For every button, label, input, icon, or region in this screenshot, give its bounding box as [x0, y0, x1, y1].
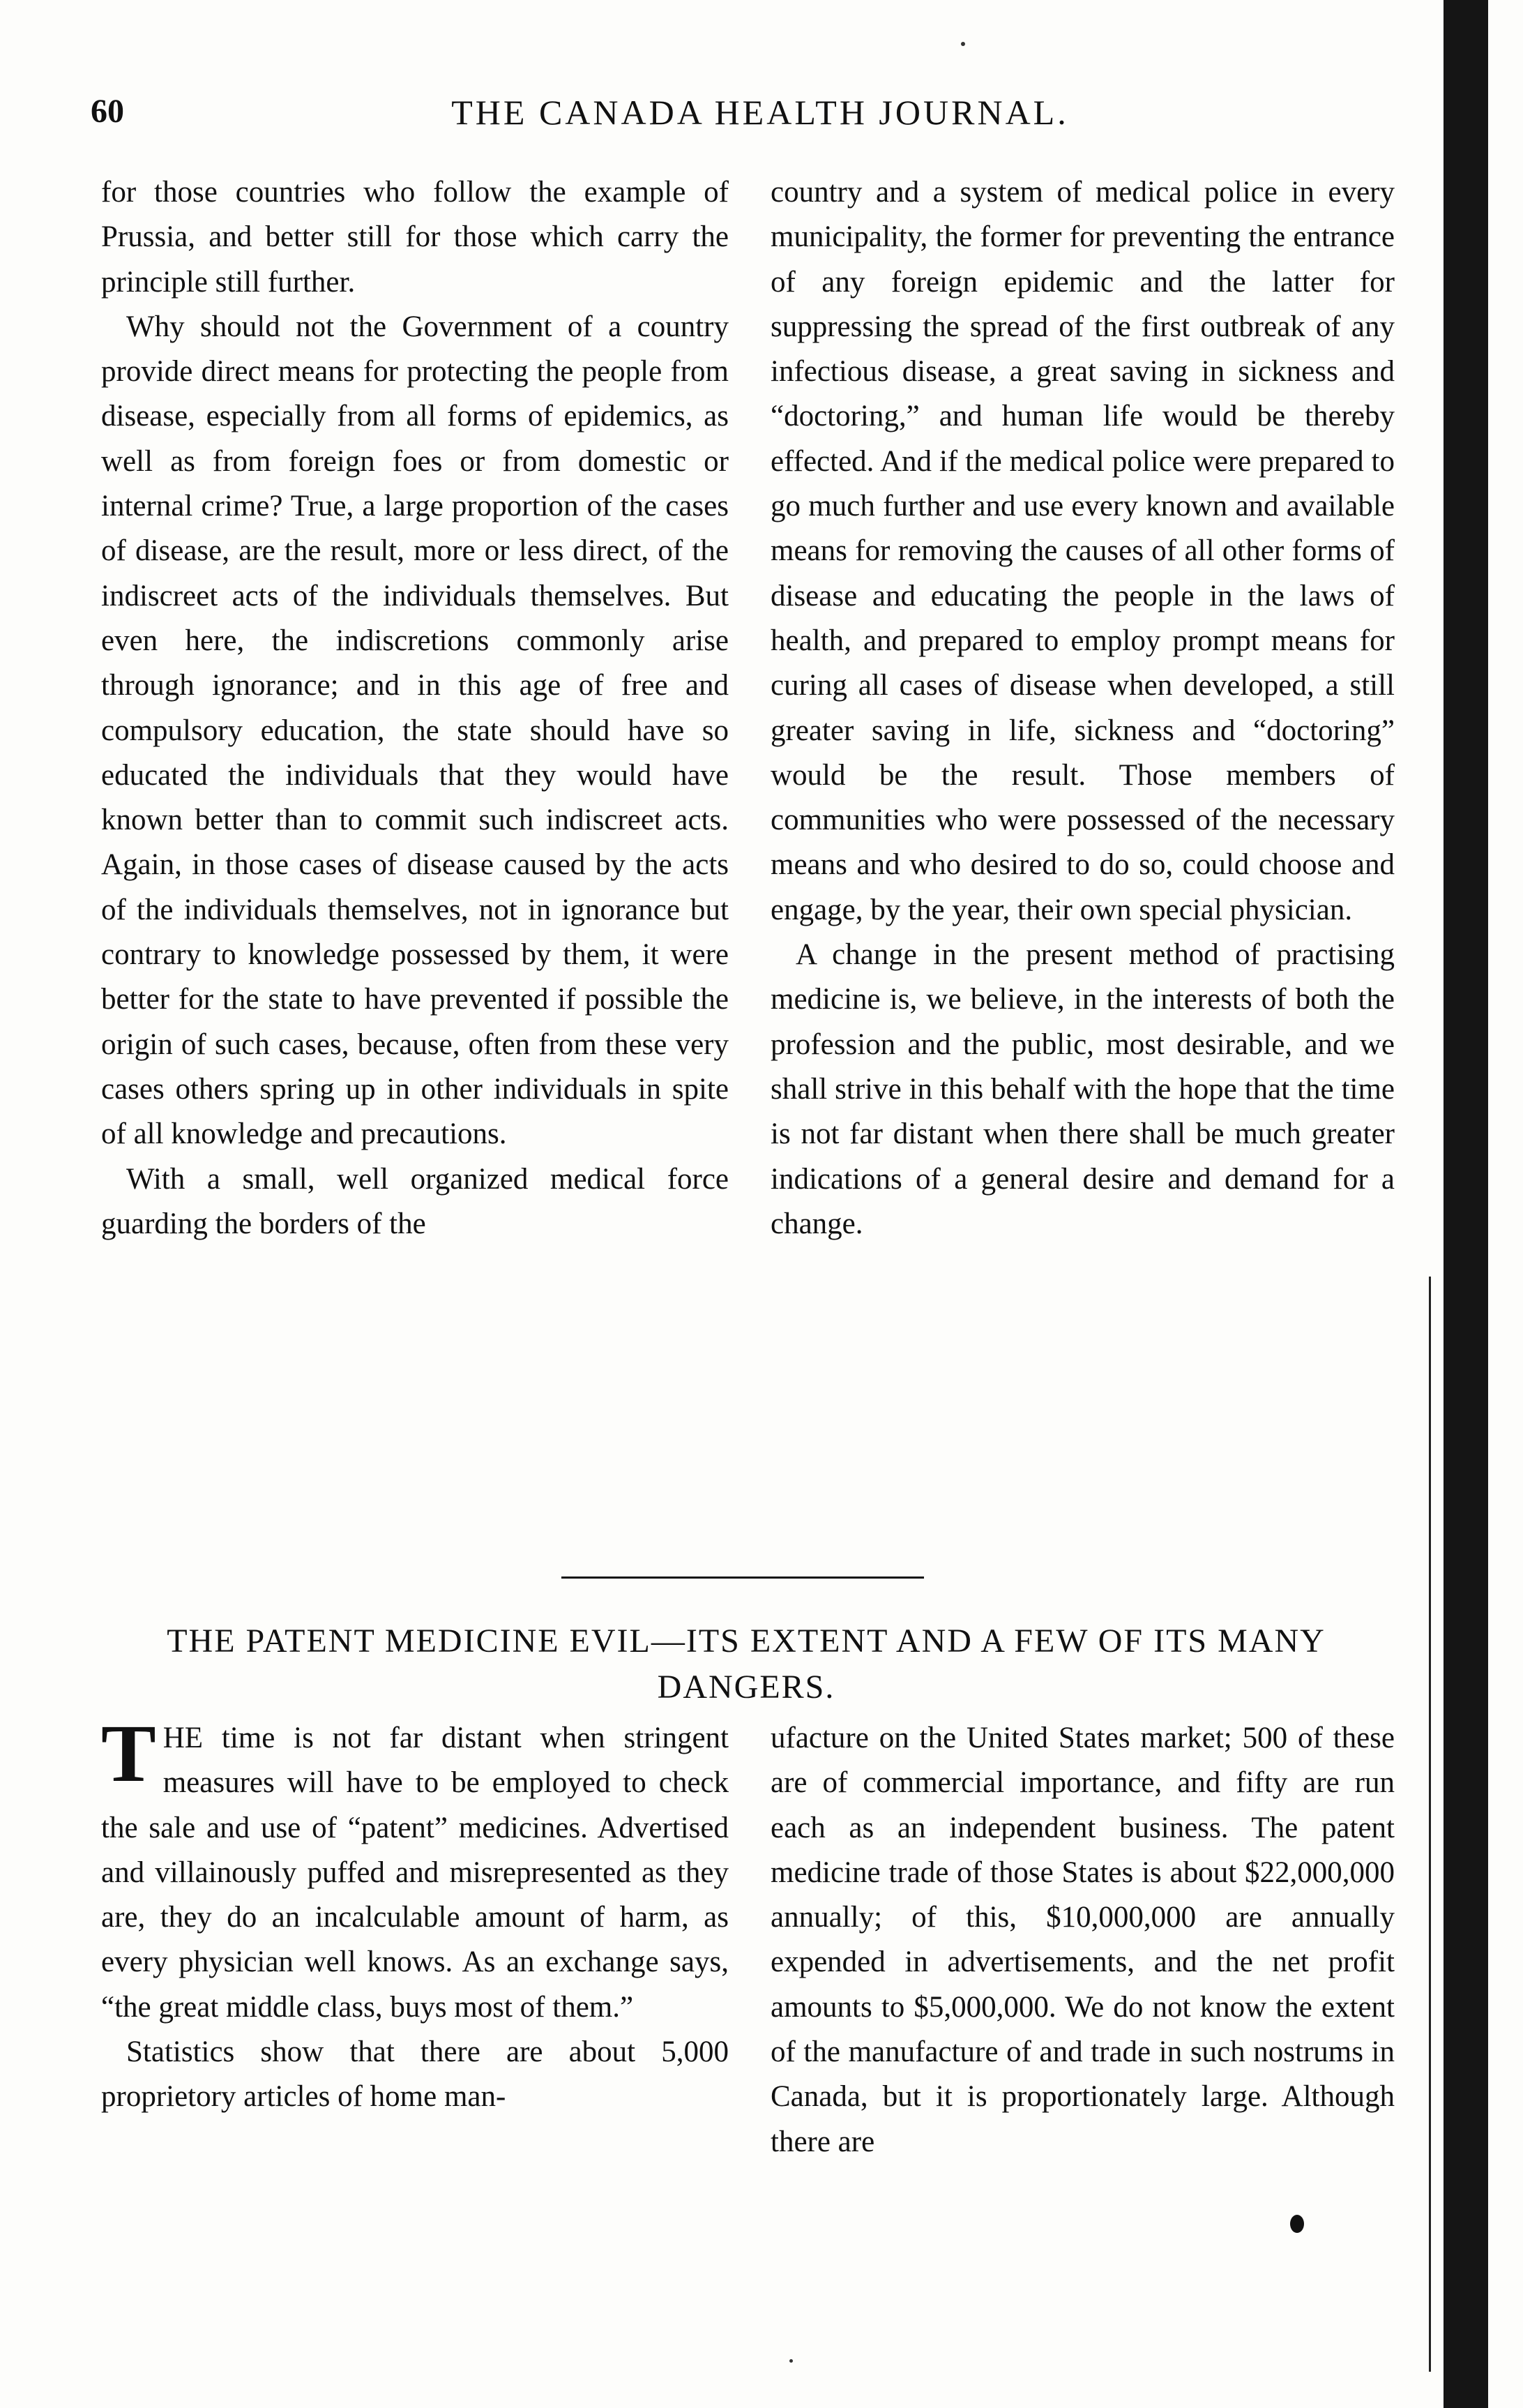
- paragraph: ufacture on the United States market; 500 of these are of commercial importance, and fifty are run each as an independent business. The patent medicine trade of those States is about $22,000,000 annually; of this, $10,000,000 are annually expended in advertisements, and the net profit amounts to $5,000,000. We do not know the extent of the manufacture of and trade in such nostrums in Canada, but it is proportionately large. Although there are: [771, 1722, 1395, 2158]
- scan-edge-line: [1429, 1277, 1431, 2372]
- right-column-article: [771, 1716, 1395, 2165]
- paragraph: for those countries who follow the example of Prussia, and better still for those which carry the principle still further.: [101, 176, 729, 299]
- article-title: THE PATENT MEDICINE EVIL—ITS EXTENT AND A FEW OF ITS MANY DANGERS.: [167, 1623, 1326, 1706]
- paragraph: country and a system of medical police in every municipality, the former for preventing the entrance of any foreign epidemic and the latter for suppressing the spread of the first outbreak of any infectious disease, a great saving in sickness and “doctoring,” and human life would be thereby effected. And if the medical police were prepared to go much further and use every known and available means for removing the causes of all other forms of disease and educating the people in the laws of health, and prepared to employ prompt means for curing all cases of disease when developed, a still greater saving in life, sickness and “doctoring” would be the result. Those members of communities who were possessed of the necessary means and who desired to do so, could choose and engage, by the year, their own special physician.: [771, 176, 1395, 926]
- paragraph: [101, 1708, 729, 2030]
- running-title: THE CANADA HEALTH JOURNAL.: [451, 93, 1069, 132]
- page-header: [84, 92, 1437, 148]
- right-column-top: [771, 170, 1395, 1247]
- paragraph: With a small, well organized medical force guarding the borders of the: [101, 1162, 729, 1240]
- ink-speck: [789, 2359, 793, 2363]
- left-column-top: [101, 170, 729, 1247]
- paragraph-text: HE time is not far distant when stringent measures will have to be employed to check the sale and use of “patent” medicines. Advertised and villainously puffed and misrepresented as they are, they do an incalculable amount of harm, as every physician well knows. As an exchange says, “the great middle class, buys most of them.”: [101, 1722, 729, 2024]
- paragraph: A change in the present method of practising medicine is, we believe, in the interests of both the profession and the public, most desirable, and we shall strive in this behalf with the hope that the time is not far distant when there shall be much greater indications of a general desire and demand for a change.: [771, 938, 1395, 1240]
- page-number: 60: [91, 93, 124, 130]
- ink-mark: [1290, 2215, 1304, 2233]
- paragraph: Statistics show that there are about 5,000 proprietory articles of home man-: [101, 2035, 729, 2114]
- paragraph: Why should not the Government of a country provide direct means for protecting the people from disease, especially from all forms of epidemics, as well as from foreign foes or from domestic or internal crime? True, a large proportion of the cases of disease, are the result, more or less direct, of the indiscreet acts of the individuals themselves. But even here, the indiscretions commonly arise through ignorance; and in this age of free and compulsory education, the state should have so educated the individuals that they would have known better than to commit such indiscreet acts. Again, in those cases of disease caused by the acts of the individuals themselves, not in ignorance but contrary to knowledge possessed by them, it were better for the state to have prevented if possible the origin of such cases, because, often from these very cases others spring up in other individuals in spite of all knowledge and precautions.: [101, 310, 729, 1151]
- left-column-article: [101, 1708, 729, 2120]
- scan-edge-shadow: [1444, 0, 1488, 2408]
- section-divider: [561, 1577, 924, 1579]
- ink-speck: [961, 42, 965, 46]
- drop-cap: T: [101, 1708, 156, 1799]
